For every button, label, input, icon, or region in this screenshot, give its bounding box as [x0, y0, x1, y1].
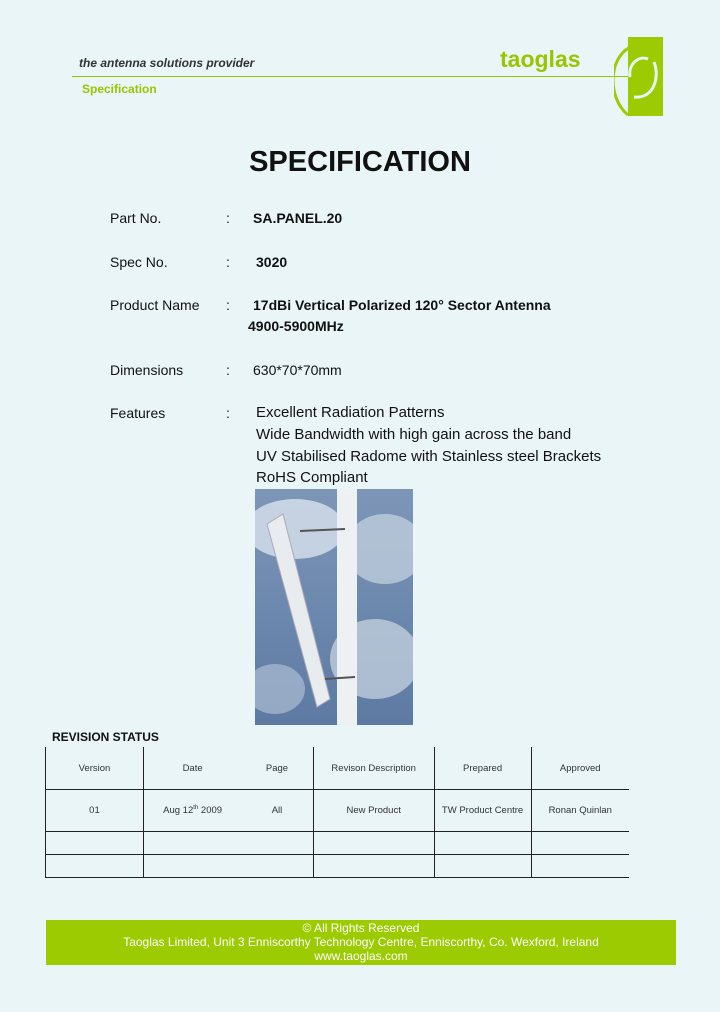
empty-cell	[434, 832, 531, 855]
header-approved: Approved	[531, 747, 629, 790]
section-label: Specification	[82, 82, 157, 96]
header-version: Version	[46, 747, 144, 790]
revision-status-title: REVISION STATUS	[52, 730, 159, 744]
cell-prepared: TW Product Centre	[434, 790, 531, 832]
date-suffix: th	[193, 804, 199, 811]
cell-description: New Product	[313, 790, 434, 832]
empty-cell	[241, 855, 313, 878]
empty-cell	[241, 832, 313, 855]
empty-cell	[531, 832, 629, 855]
part-no-value: SA.PANEL.20	[253, 210, 343, 226]
feature-item: UV Stabilised Radome with Stainless steel Brackets	[256, 448, 602, 465]
header-prepared: Prepared	[434, 747, 531, 790]
spiral-logo-icon	[614, 37, 663, 116]
brand-name: taoglas	[500, 46, 581, 72]
copyright: © All Rights Reserved	[302, 921, 420, 935]
cell-page: All	[241, 790, 313, 832]
table-row	[46, 832, 630, 855]
header-description: Revison Description	[313, 747, 434, 790]
antenna-photo	[255, 489, 413, 725]
table-row	[46, 790, 630, 832]
separator: :	[226, 210, 230, 226]
part-no-label: Part No.	[110, 210, 162, 226]
spec-no-value: 3020	[256, 254, 288, 270]
empty-cell	[46, 832, 144, 855]
table-header-row	[46, 747, 630, 790]
spec-no-label: Spec No.	[110, 254, 168, 270]
header-date: Date	[143, 747, 241, 790]
feature-item: Wide Bandwidth with high gain across the band	[256, 426, 572, 443]
revision-table	[45, 747, 629, 878]
separator: :	[226, 254, 230, 270]
empty-cell	[313, 832, 434, 855]
empty-cell	[143, 832, 241, 855]
feature-item: RoHS Compliant	[256, 469, 368, 486]
empty-cell	[531, 855, 629, 878]
empty-cell	[143, 855, 241, 878]
separator: :	[226, 362, 230, 378]
website-link[interactable]: www.taoglas.com	[314, 949, 408, 963]
product-name-label: Product Name	[110, 297, 200, 313]
date-text: Aug 12	[163, 805, 194, 817]
feature-item: Excellent Radiation Patterns	[256, 404, 445, 421]
empty-cell	[434, 855, 531, 878]
company-address: Taoglas Limited, Unit 3 Enniscorthy Technology Centre, Enniscorthy, Co. Wexford, Ireland	[123, 935, 599, 949]
date-year: 2009	[198, 805, 223, 817]
separator: :	[226, 405, 230, 421]
table-row	[46, 855, 630, 878]
empty-cell	[313, 855, 434, 878]
cell-date	[143, 790, 241, 832]
tagline: the antenna solutions provider	[79, 56, 255, 70]
empty-cell	[46, 855, 144, 878]
page-title: SPECIFICATION	[249, 146, 471, 178]
header-divider	[72, 76, 630, 77]
product-band-value: 4900-5900MHz	[248, 318, 344, 334]
cell-approved: Ronan Quinlan	[531, 790, 629, 832]
separator: :	[226, 297, 230, 313]
dimensions-value: 630*70*70mm	[253, 362, 342, 378]
cell-version: 01	[46, 790, 144, 832]
dimensions-label: Dimensions	[110, 362, 184, 378]
features-label: Features	[110, 405, 166, 421]
header-page: Page	[241, 747, 313, 790]
footer	[46, 920, 676, 965]
product-name-value: 17dBi Vertical Polarized 120° Sector Antenna	[253, 297, 551, 313]
